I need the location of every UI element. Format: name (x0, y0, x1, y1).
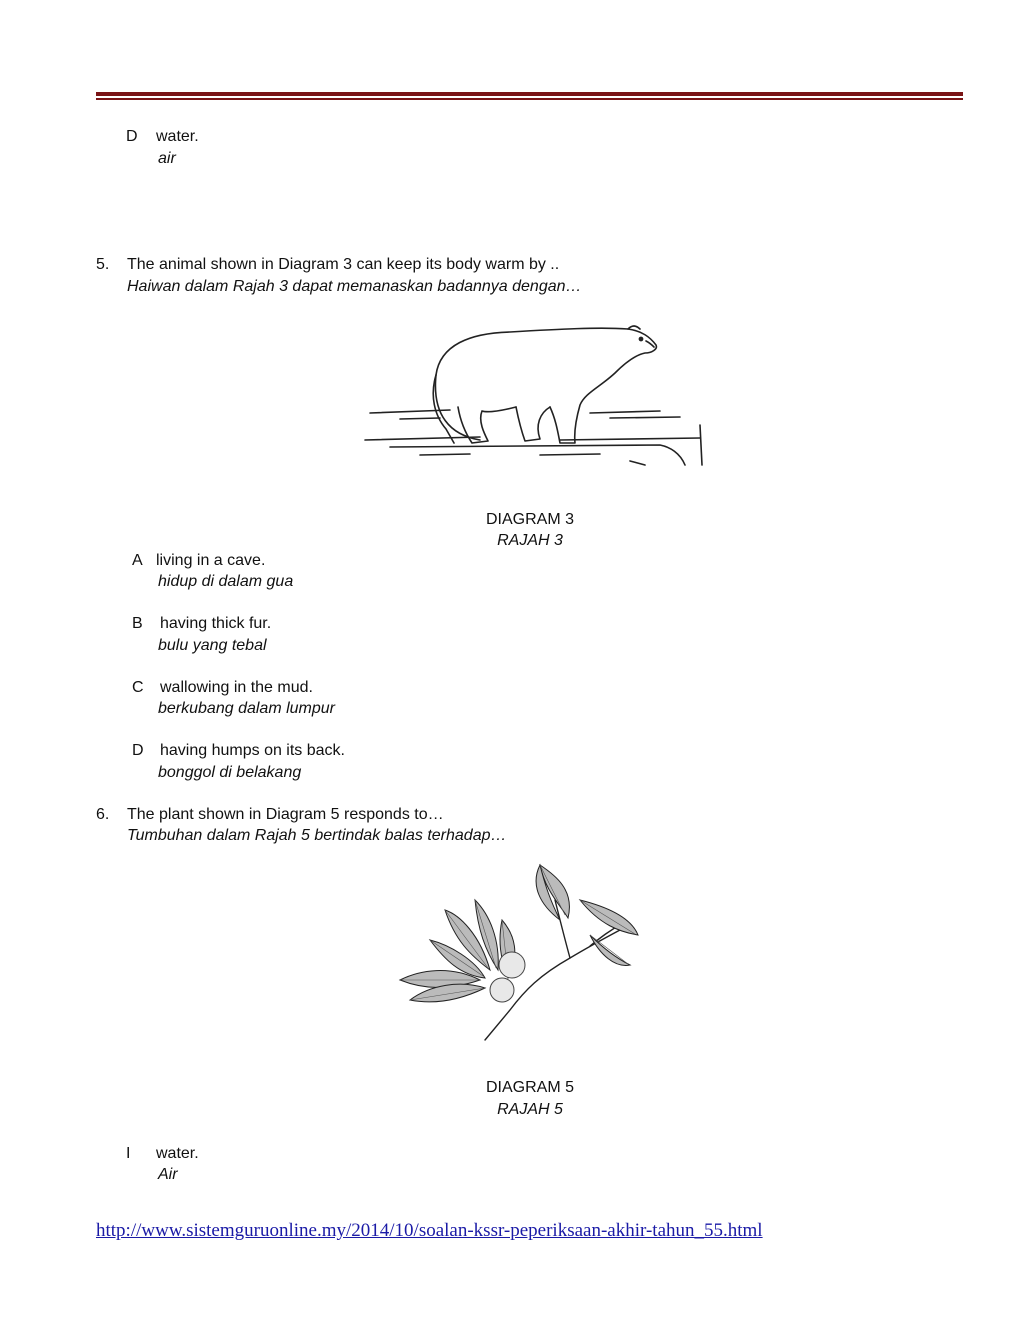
option-text: water. (156, 128, 199, 145)
option-translation: bonggol di belakang (158, 764, 302, 781)
mimosa-plant-illustration (390, 860, 645, 1045)
question-number: 6. (96, 806, 110, 823)
option-text: wallowing in the mud. (160, 679, 313, 696)
option-text: having thick fur. (160, 615, 272, 632)
diagram-caption: DIAGRAM 3 (485, 511, 574, 528)
diagram-caption: DIAGRAM 5 (485, 1079, 574, 1096)
option-translation: bulu yang tebal (158, 637, 267, 654)
question-text: The animal shown in Diagram 3 can keep its body warm by .. (127, 256, 560, 273)
option-translation: air (158, 150, 176, 167)
header-rule (96, 92, 963, 96)
question-text: The plant shown in Diagram 5 responds to… (127, 806, 444, 823)
option-translation: hidup di dalam gua (158, 573, 294, 590)
diagram-caption-translation: RAJAH 5 (497, 1101, 563, 1118)
polar-bear-illustration (360, 315, 705, 475)
option-translation: Air (158, 1166, 178, 1183)
option-letter: A (132, 552, 143, 569)
source-url-link[interactable]: http://www.sistemguruonline.my/2014/10/soalan-kssr-peperiksaan-akhir-tahun_55.html (96, 1220, 763, 1241)
option-letter: D (132, 742, 144, 759)
option-text: water. (156, 1145, 199, 1162)
diagram-caption-translation: RAJAH 3 (497, 532, 563, 549)
option-text: living in a cave. (156, 552, 266, 569)
option-letter: I (126, 1145, 131, 1162)
header-rule-thin (96, 98, 963, 100)
question-translation: Tumbuhan dalam Rajah 5 bertindak balas terhadap… (127, 827, 507, 844)
question-translation: Haiwan dalam Rajah 3 dapat memanaskan badannya dengan… (127, 278, 582, 295)
option-translation: berkubang dalam lumpur (158, 700, 335, 717)
option-text: having humps on its back. (160, 742, 345, 759)
option-letter: B (132, 615, 143, 632)
question-number: 5. (96, 256, 110, 273)
option-letter: D (126, 128, 138, 145)
option-letter: C (132, 679, 144, 696)
